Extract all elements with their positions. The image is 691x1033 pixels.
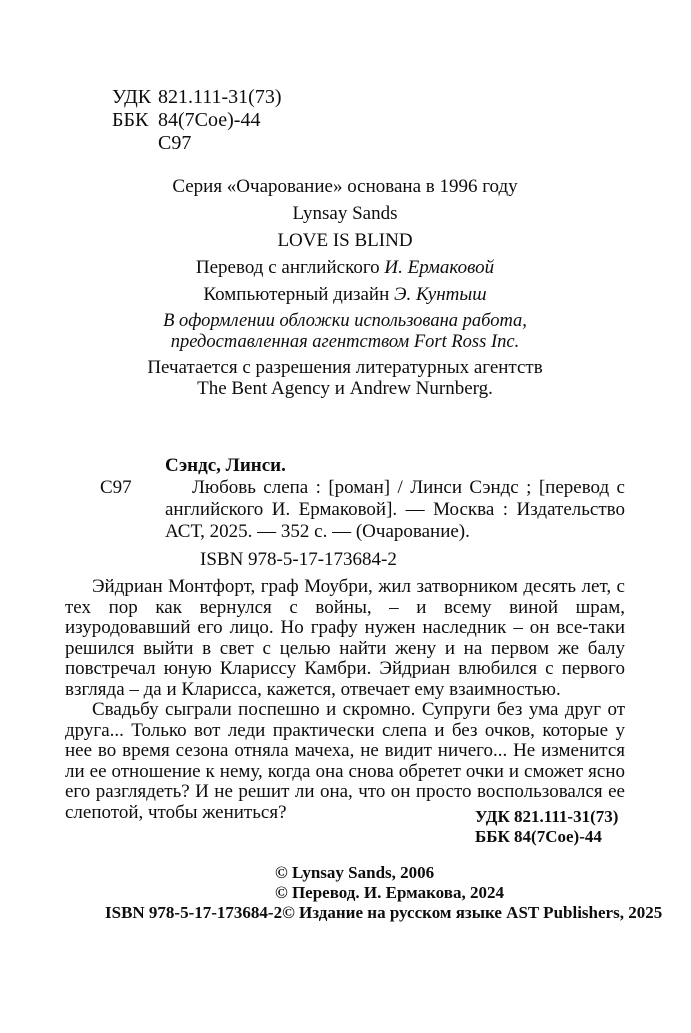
copyright-edition: © Издание на русском языке AST Publishers, 2025: [282, 903, 663, 922]
card-author-sign: С97: [100, 477, 132, 498]
classification-footer: [475, 807, 625, 847]
annotation-paragraph-1: Эйдриан Монтфорт, граф Моубри, жил затворником десять лет, с тех пор как вернулся с войны, – и всему виной шрам, изуродовавший его лицо. Но графу нужен наследник – он все-таки решился выйти в свет с целью найти жену и на первом же балу повстречал юную Клариссу Камбри. Эйдриан влюбился с первого взгляда – да и Кларисса, кажется, отвечает ему взаимностью.: [65, 576, 625, 700]
annotation-paragraph-2: Свадьбу сыграли поспешно и скромно. Супруги без ума друг от друга... Только вот леди практически слепа и без очков, которые у нее во время сезона отняла мачеха, не видит ничего... Не изменится ли ее отношение к нему, когда она снова обретет очки и сможет ясно его разглядеть? И не решит ли она, что он просто воспользовался ее слепотой, чтобы жениться?: [65, 699, 625, 823]
rights-note-line2: The Bent Agency и Andrew Nurnberg.: [197, 378, 493, 399]
bottom-isbn: ISBN 978-5-17-173684-2: [105, 903, 283, 922]
card-author-heading: Сэндс, Линси.: [165, 455, 286, 476]
design-credit-prefix: Компьютерный дизайн: [203, 284, 395, 305]
card-description-text: Любовь слепа : [роман] / Линси Сэндс ; [перевод с английского И. Ермаковой]. — Москва : Издательство АСТ, 2025. — 352 с. — (Очарование).: [165, 477, 625, 542]
top-classification-block: [112, 86, 625, 155]
bbk-label: ББК: [112, 109, 149, 131]
udk-value: 821.111-31(73): [158, 86, 282, 108]
card-isbn: ISBN 978-5-17-173684-2: [200, 549, 397, 570]
original-title: LOVE IS BLIND: [277, 230, 413, 251]
original-author: Lynsay Sands: [292, 203, 398, 224]
udk-label: УДК: [112, 86, 152, 108]
copyright-block: [105, 863, 663, 923]
page-content: [65, 0, 663, 923]
rights-note-line1: Печатается с разрешения литературных агентств: [147, 357, 543, 378]
translation-credit-prefix: Перевод с английского: [195, 257, 385, 278]
cover-art-note-line2: предоставленная агентством Fort Ross Inc.: [170, 332, 520, 352]
card-description: [100, 477, 625, 543]
footer-bbk: ББК 84(7Сое)-44: [475, 827, 602, 846]
author-sign-top: С97: [158, 132, 192, 154]
udk-line: [112, 86, 625, 109]
copyright-row-1: [105, 863, 625, 883]
annotation-block: [65, 577, 625, 823]
cover-art-note-line1: В оформлении обложки использована работа,: [163, 311, 527, 331]
copyright-translation: © Перевод. И. Ермакова, 2024: [275, 883, 504, 902]
rights-note: [65, 357, 625, 399]
copyright-row-2: [105, 883, 625, 903]
designer-name: Э. Кунтыш: [394, 284, 487, 305]
catalog-card: [65, 454, 625, 571]
imprint-block: [65, 173, 625, 399]
copyright-row-3: [105, 903, 663, 923]
design-credit: [65, 281, 625, 308]
copyright-author: © Lynsay Sands, 2006: [275, 863, 435, 882]
series-note: Серия «Очарование» основана в 1996 году: [172, 176, 518, 197]
isbn-slot-empty-2: [105, 883, 275, 903]
isbn-slot-empty-1: [105, 863, 275, 883]
cover-art-note: [65, 311, 625, 353]
translation-credit: [65, 254, 625, 281]
bbk-value: 84(7Сое)-44: [158, 109, 261, 131]
translator-name: И. Ермаковой: [384, 257, 495, 278]
footer-udk: УДК 821.111-31(73): [475, 807, 619, 826]
bbk-line: [112, 109, 625, 132]
